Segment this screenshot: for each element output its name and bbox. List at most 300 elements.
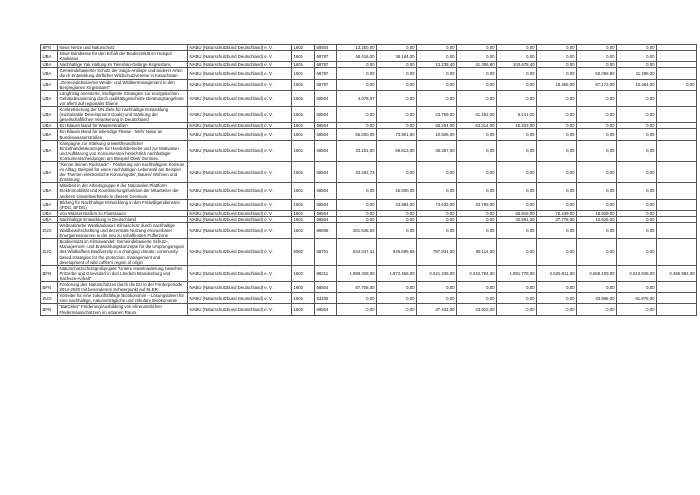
amount-cell: 13.238,40 [417,62,457,68]
amount-cell: 0,00 [537,161,577,182]
amount-cell [657,107,697,123]
amount-cell: 0,00 [617,45,657,51]
agency-cell: BFN [41,265,58,281]
table-body [41,45,697,316]
amount-cell: 0,00 [577,239,617,265]
amount-cell: 0,00 [497,282,537,293]
amount-cell [657,90,697,106]
amount-cell: 0,00 [377,216,417,222]
agency-cell: UBA [41,129,58,140]
amount-cell: 0,00 [497,304,537,315]
amount-cell: 74.632,00 [417,199,457,210]
table-row [41,239,697,265]
chapter-cell: 1601 [292,216,315,222]
amount-cell: 0,00 [457,79,497,90]
amount-cell: 0,00 [497,183,537,199]
amount-cell: 75.439,00 [537,210,577,216]
amount-cell: 0,00 [457,210,497,216]
title-code-cell: 68504 [315,282,337,293]
organization-cell: NABU (Naturschutzbund Deutschland) e. V. [188,123,292,129]
amount-cell: 0,00 [377,79,417,90]
amount-cell: 0,00 [497,223,537,239]
amount-cell: 0,00 [417,161,457,182]
amount-cell: 0,00 [457,129,497,140]
chapter-cell: 1601 [292,183,315,199]
chapter-cell: 1601 [292,129,315,140]
organization-cell: NABU (Naturschutzbund Deutschland) e. V. [188,129,292,140]
chapter-cell: 1601 [292,123,315,129]
title-code-cell: 68504 [315,216,337,222]
amount-cell: 33.282,73 [337,161,377,182]
agency-cell: BFN [41,282,58,293]
project-title-cell: Naturschutzschutzgroßprojekt "Untere Havelniederung zwischen Pritzerbe und Gnevsdorf in den Ländern Brandenburg und Sachsen-Anhalt" [58,265,188,281]
amount-cell: 0,00 [617,282,657,293]
project-title-cell: Ein Blaues Band für Wasserstraßen [58,123,188,129]
amount-cell: 0,00 [377,293,417,304]
project-title-cell: Langfristig orientierte, intelligente Strategien zur energetischen Gebäudesanierung durch qualitätsgesicherte Beratungsangebote vor allem auf regionaler Ebene [58,90,188,106]
amount-cell: 0,00 [377,304,417,315]
agency-cell: UBA [41,210,58,216]
amount-cell: 11.285,20 [617,68,657,79]
amount-cell: 0,00 [337,107,377,123]
agency-cell: ZUG [41,239,58,265]
organization-cell: NABU (Naturschutzbund Deutschland) e. V. [188,79,292,90]
project-title-cell: Förderung des Naturschutzes durch die EU in der Förderperiode 2014-2020 mit besonderem Schwerpunkt auf ELER [58,282,188,293]
amount-cell: 534.347,41 [337,239,377,265]
project-title-cell: Ein Blaues Band für lebendige Flüsse - Mehr Natur an Bundeswasserstraßen [58,129,188,140]
chapter-cell: 1602 [292,282,315,293]
project-title-cell: „Gemeindebasiertes Weide- und Wildtiermanagement in den Bergregionen Kirgisistans“ [58,79,188,90]
agency-cell: UBA [41,140,58,161]
amount-cell: 0,00 [337,62,377,68]
amount-cell: 0,00 [537,199,577,210]
organization-cell: NABU (Naturschutzbund Deutschland) e. V. [188,51,292,62]
organization-cell: NABU (Naturschutzbund Deutschland) e. V. [188,282,292,293]
table-row [41,282,697,293]
amount-cell: 0,00 [457,140,497,161]
table-row [41,51,697,62]
amount-cell: 0,00 [617,90,657,106]
amount-cell: 0,00 [457,282,497,293]
amount-cell: 32.591,00 [497,216,537,222]
amount-cell: 0,00 [537,123,577,129]
organization-cell: NABU (Naturschutzbund Deutschland) e. V. [188,210,292,216]
table-row [41,199,697,210]
organization-cell: NABU (Naturschutzbund Deutschland) e. V. [188,183,292,199]
amount-cell: 0,00 [577,199,617,210]
table-row [41,90,697,106]
amount-cell [657,282,697,293]
amount-cell: 33.101,00 [337,140,377,161]
table-row [41,293,697,304]
amount-cell: 0,00 [617,51,657,62]
amount-cell: 0,00 [617,199,657,210]
chapter-cell: 1601 [292,62,315,68]
amount-cell: 0,00 [617,140,657,161]
amount-cell: 0,00 [337,123,377,129]
amount-cell: 0,00 [657,79,697,90]
amount-cell: 2.495.982,00 [657,265,697,281]
title-code-cell: 68787 [315,51,337,62]
amount-cell: 33.886,00 [577,293,617,304]
organization-cell: NABU (Naturschutzbund Deutschland) e. V. [188,199,292,210]
amount-cell: 0,00 [617,216,657,222]
title-code-cell: 68504 [315,45,337,51]
table-row [41,68,697,79]
amount-cell: 4.078,07 [337,90,377,106]
amount-cell: 0,00 [457,90,497,106]
amount-cell [657,304,697,315]
amount-cell [657,223,697,239]
amount-cell: 2.621.236,00 [417,265,457,281]
amount-cell: 0,00 [537,90,577,106]
amount-cell: 0,00 [577,107,617,123]
agency-cell: UBA [41,161,58,182]
amount-cell: 0,00 [417,68,457,79]
title-code-cell: 68504 [315,199,337,210]
project-title-cell: Weltnaturerbe Westkaukasus Klimaschutz durch nachhaltige Waldbewirtschaftung und dezentrale Nutzung erneuerbarer Energieressourcen in der neu zu schaffenden Pufferzone [58,223,188,239]
amount-cell: 73.901,00 [377,129,417,140]
organization-cell: NABU (Naturschutzbund Deutschland) e. V. [188,216,292,222]
title-code-cell: 68701 [315,239,337,265]
amount-cell: 6.141,00 [497,107,537,123]
amount-cell: 15.000,00 [377,183,417,199]
amount-cell [657,51,697,62]
amount-cell: 0,00 [457,161,497,182]
amount-cell: 0,00 [457,51,497,62]
table-row [41,265,697,281]
project-title-cell: Neue Netze und Naturschutz [58,45,188,51]
agency-cell: BFN [41,45,58,51]
amount-cell: 0,00 [377,90,417,106]
amount-cell: 41.356,80 [457,62,497,68]
amount-cell: 0,00 [337,199,377,210]
amount-cell: 0,00 [577,282,617,293]
project-title-cell: Mitarbeit in der Arbeitsgruppe 6 der Nationalen Plattform Elektromobilität und Koordinierungsfunktion der Mitarbeiter der anderen Umweltverbände in diesem Gremium [58,183,188,199]
title-code-cell: 68504 [315,129,337,140]
title-code-cell: 68504 [315,107,337,123]
document-page [40,44,695,316]
project-title-cell: "Kenne deinen Rucksack" - Förderung von nachhaltigem Konsum im Alltag: Beispiel für einen nachhaltigen Lebensstil am Beispiel der Themen elektronische Konsumgüter, Bauen/ Wohnen und Ernährung [58,161,188,182]
amount-cell: 69.813,00 [377,140,417,161]
title-code-cell: 68504 [315,140,337,161]
amount-cell: 0,00 [577,223,617,239]
amount-cell: 0,00 [457,45,497,51]
chapter-cell: 1601 [292,51,315,62]
table-row [41,161,697,182]
amount-cell: 0,00 [337,304,377,315]
amount-cell: 0,00 [337,68,377,79]
amount-cell: 0,00 [497,45,537,51]
title-code-cell: 88211 [315,265,337,281]
amount-cell: 0,00 [537,107,577,123]
project-title-cell: Nachhaltige Yak Haltung im Tienshan-Gebirge Kirgisistans [58,62,188,68]
amount-cell [657,183,697,199]
chapter-cell: 1601 [292,107,315,123]
amount-cell: 0,00 [577,51,617,62]
chapter-cell: 1601 [292,161,315,182]
project-title-cell: Biodiversität im Klimawandel: Gemeindebasierte Schutz-, Management- und Entwicklungskonzepte für die Ursprungsregion des Wildkaffees Biodiversity in a changing climate: community-based strategies for the protection, management and development of wild coffee's region of origin [58,239,188,265]
amount-cell: 301.645,20 [337,223,377,239]
title-code-cell: 89605 [315,223,337,239]
title-code-cell: 68787 [315,79,337,90]
amount-cell: 0,00 [617,62,657,68]
amount-cell: 0,00 [337,216,377,222]
title-code-cell: 68504 [315,123,337,129]
amount-cell: 0,00 [377,223,417,239]
amount-cell: 96.114,00 [457,239,497,265]
title-code-cell: 68787 [315,62,337,68]
table-row [41,140,697,161]
amount-cell [657,140,697,161]
organization-cell: NABU (Naturschutzbund Deutschland) e. V. [188,107,292,123]
amount-cell: 0,00 [417,282,457,293]
organization-cell: NABU (Naturschutzbund Deutschland) e. V. [188,265,292,281]
amount-cell: 0,00 [497,90,537,106]
amount-cell: 23.759,00 [417,107,457,123]
amount-cell: 55.000,00 [337,129,377,140]
amount-cell: 0,00 [577,45,617,51]
amount-cell: 0,00 [417,183,457,199]
amount-cell: 0,00 [537,293,577,304]
amount-cell: 0,00 [617,223,657,239]
chapter-cell: 1602 [292,265,315,281]
amount-cell: 2.625.811,00 [537,265,577,281]
amount-cell: 0,00 [497,140,537,161]
amount-cell: 0,00 [417,210,457,216]
project-title-cell: Von Wasserstraßen zu Flusssauen [58,210,188,216]
amount-cell: 0,00 [577,183,617,199]
amount-cell: 0,00 [537,282,577,293]
amount-cell: 0,00 [377,62,417,68]
amount-cell: 87.708,00 [337,282,377,293]
organization-cell: NABU (Naturschutzbund Deutschland) e. V. [188,140,292,161]
table-row [41,183,697,199]
amount-cell: 0,00 [537,68,577,79]
agency-cell: UBA [41,79,58,90]
amount-cell: 0,00 [417,51,457,62]
amount-cell: 0,00 [457,183,497,199]
amount-cell: 0,00 [337,293,377,304]
chapter-cell: 1601 [292,68,315,79]
amount-cell: 0,00 [497,68,537,79]
amount-cell [657,293,697,304]
amount-cell: 18.466,00 [537,79,577,90]
amount-cell: 0,00 [537,304,577,315]
amount-cell: 0,00 [577,62,617,68]
amount-cell: 64.214,00 [457,123,497,129]
amount-cell: 0,00 [497,51,537,62]
amount-cell: 0,00 [617,107,657,123]
amount-cell: 0,00 [337,79,377,90]
project-title-cell: Kampagne zur Stärkung umweltfreundlicher Einzelhandelskonzepte für Handelsbetriebe und zur Motivation und Aufklärung von Konsumenten hinsichtlich nachhaltiger Konsumentscheidungen am Beispiel Obst/ Gemüse. [58,140,188,161]
agency-cell: UBA [41,90,58,106]
amount-cell [657,199,697,210]
amount-cell: 0,00 [617,183,657,199]
table-row [41,79,697,90]
amount-cell: 37.778,00 [537,216,577,222]
amount-cell: 2.342.784,00 [457,265,497,281]
amount-cell: 0,00 [417,223,457,239]
amount-cell: 91.878,00 [617,293,657,304]
amount-cell: 0,00 [457,223,497,239]
organization-cell: NABU (Naturschutzbund Deutschland) e. V. [188,68,292,79]
chapter-cell: 1601 [292,140,315,161]
amount-cell: 0,00 [417,45,457,51]
amount-cell: 0,00 [617,239,657,265]
amount-cell: 0,00 [497,161,537,182]
amount-cell: 0,00 [577,123,617,129]
amount-cell: 0,00 [577,140,617,161]
amount-cell: 0,00 [617,210,657,216]
table-row [41,223,697,239]
amount-cell: 67.172,00 [577,79,617,90]
amount-cell: 13.250,00 [337,45,377,51]
amount-cell: 0,00 [497,79,537,90]
amount-cell: 10.626,00 [577,216,617,222]
chapter-cell: 1602 [292,223,315,239]
organization-cell: NABU (Naturschutzbund Deutschland) e. V. [188,304,292,315]
amount-cell: 0,00 [377,161,417,182]
chapter-cell: 1601 [292,79,315,90]
amount-cell: 10.464,00 [617,79,657,90]
chapter-cell: 1602 [292,304,315,315]
amount-cell: 0,00 [617,161,657,182]
amount-cell: 33.789,00 [457,199,497,210]
amount-cell: 0,00 [577,304,617,315]
amount-cell: 0,00 [417,293,457,304]
title-code-cell: 68504 [315,183,337,199]
title-code-cell: 68504 [315,210,337,216]
amount-cell: 0,00 [337,210,377,216]
amount-cell: 0,00 [537,239,577,265]
agency-cell: UBA [41,68,58,79]
amount-cell: 0,00 [377,45,417,51]
amount-cell: 0,00 [457,68,497,79]
amount-cell: 0,00 [537,45,577,51]
amount-cell: 0,00 [537,51,577,62]
amount-cell: 0,00 [537,183,577,199]
amount-cell [657,129,697,140]
amount-cell: 0,00 [537,223,577,239]
project-title-cell: Nachhaltige Entwicklung in Deutschland [58,216,188,222]
amount-cell: 2.668.109,00 [577,265,617,281]
title-code-cell: 68504 [315,304,337,315]
amount-cell: 48.416,00 [337,51,377,62]
chapter-cell: 6092 [292,239,315,265]
amount-cell: 0,00 [457,293,497,304]
amount-cell: 787.834,00 [417,239,457,265]
title-code-cell: 68504 [315,161,337,182]
agency-cell: BFN [41,304,58,315]
amount-cell: 50.096,80 [577,68,617,79]
chapter-cell: 1601 [292,210,315,216]
amount-cell: 55.615,00 [497,210,537,216]
amount-cell: 100.678,40 [497,62,537,68]
organization-cell: NABU (Naturschutzbund Deutschland) e. V. [188,161,292,182]
amount-cell: 0,00 [377,123,417,129]
amount-cell: 0,00 [617,304,657,315]
amount-cell: 43.923,00 [457,304,497,315]
amount-cell: 0,00 [537,129,577,140]
amount-cell: 41.182,00 [457,107,497,123]
amount-cell: 0,00 [617,123,657,129]
amount-cell: 0,00 [577,161,617,182]
title-code-cell: 68787 [315,68,337,79]
amount-cell: 2.513.845,00 [617,265,657,281]
chapter-cell: 1602 [292,45,315,51]
amount-cell: 1.872.466,00 [377,265,417,281]
project-title-cell: Gemeindebasierter Schutz der Saiga-Antilope und anderer Arten durch Entwicklung dörflicher Wildschutzvereine in Kasachstan [58,68,188,79]
project-title-cell: Konkretisierung der UN Ziele für nachhaltige Entwicklung (Sustainable Development Goals) und Stärkung der gesellschaftlichen Verankerung in Deutschland [58,107,188,123]
amount-cell: 0,00 [497,199,537,210]
amount-cell: 0,00 [577,129,617,140]
amount-cell: 55.254,00 [417,123,457,129]
organization-cell: NABU (Naturschutzbund Deutschland) e. V. [188,62,292,68]
agency-cell: UBA [41,51,58,62]
agency-cell: UBA [41,123,58,129]
project-title-cell: "BatCities" Förderung/Ausbildung von ehrenamtlichen Fledermausschützern im urbanen Raum. [58,304,188,315]
organization-cell: NABU (Naturschutzbund Deutschland) e. V. [188,45,292,51]
amount-cell: 36.367,00 [417,140,457,161]
amount-cell: 0,00 [417,79,457,90]
amount-cell: 0,00 [537,140,577,161]
amount-cell: 37.432,00 [417,304,457,315]
amount-cell: 0,00 [457,216,497,222]
agency-cell: UBA [41,183,58,199]
amount-cell [657,161,697,182]
agency-cell: UBA [41,107,58,123]
agency-cell: ZUG [41,223,58,239]
amount-cell: 945.699,59 [377,239,417,265]
project-title-cell: Neue Bündnisse für den Erhalt der Biodiversität im Hotspot Kaukasus [58,51,188,62]
amount-cell: 0,00 [377,107,417,123]
amount-cell: 43.884,00 [377,199,417,210]
title-code-cell: 68504 [315,90,337,106]
amount-cell [657,239,697,265]
amount-cell: 0,00 [417,90,457,106]
organization-cell: NABU (Naturschutzbund Deutschland) e. V. [188,90,292,106]
agency-cell: UBA [41,62,58,68]
chapter-cell: 1601 [292,199,315,210]
amount-cell: 0,00 [377,282,417,293]
project-title-cell: Bildung für Nachhaltige Entwicklung in den Freiwilligendiensten (iFDG, BFDG) [58,199,188,210]
table-row [41,304,697,315]
agency-cell: ZUG [41,293,58,304]
chapter-cell: 1601 [292,293,315,304]
project-title-cell: Vorreiter für eine zukunftsfähige Bioökonomie – Lösungsideen für eine nachhaltige, naturverträgliche und zirkuläre Bioökonomie [58,293,188,304]
amount-cell: 0,00 [417,216,457,222]
agency-cell: UBA [41,216,58,222]
amount-cell: 18.929,00 [577,210,617,216]
amount-cell: 0,00 [497,239,537,265]
organization-cell: NABU (Naturschutzbund Deutschland) e. V. [188,293,292,304]
organization-cell: NABU (Naturschutzbund Deutschland) e. V. [188,223,292,239]
amount-cell: 15.203,00 [497,123,537,129]
organization-cell: NABU (Naturschutzbund Deutschland) e. V. [188,239,292,265]
amount-cell: 0,00 [337,183,377,199]
amount-cell: 0,00 [377,68,417,79]
table-row [41,129,697,140]
amount-cell: 0,00 [617,129,657,140]
amount-cell: 0,00 [377,210,417,216]
amount-cell: 1.889.328,00 [337,265,377,281]
table-row [41,107,697,123]
agency-cell: UBA [41,199,58,210]
amount-cell: 0,00 [497,129,537,140]
amount-cell: 0,00 [577,90,617,106]
amount-cell: 0,00 [537,62,577,68]
